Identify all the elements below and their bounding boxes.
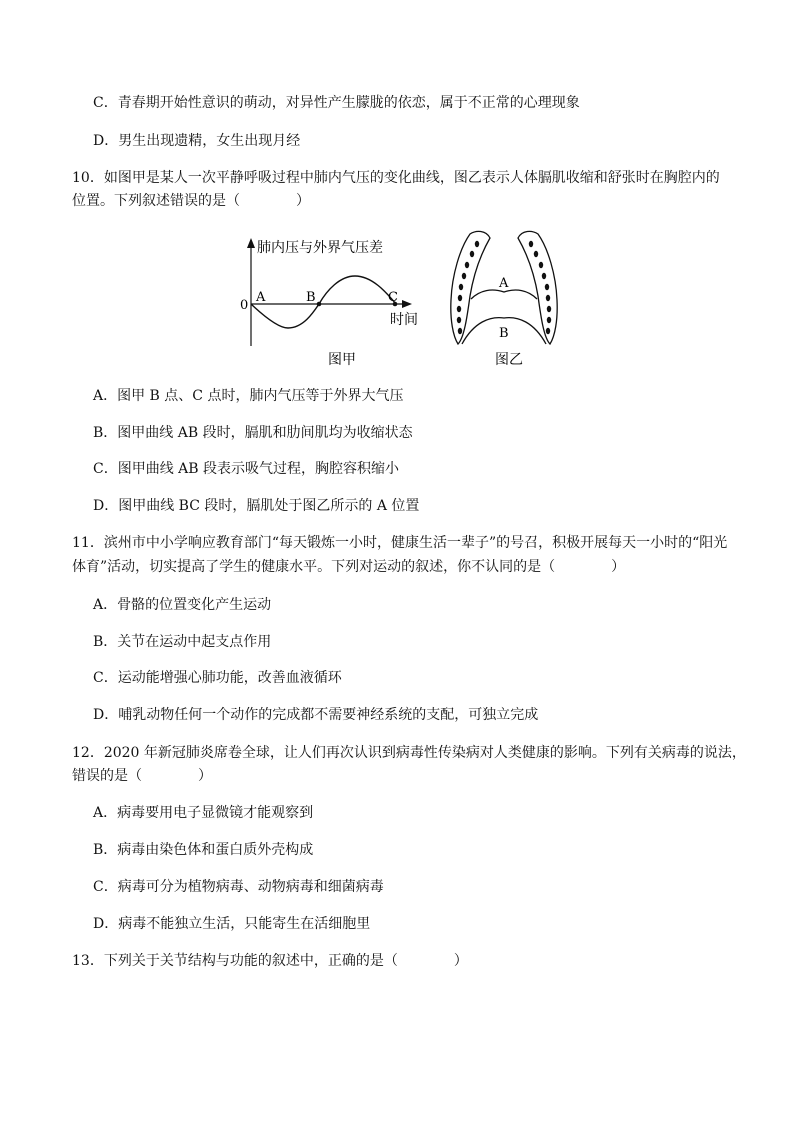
figure-jia-point-a: A	[256, 290, 266, 305]
figure-jia-origin: 0	[240, 298, 249, 313]
q9-option-c: C．青春期开始性意识的萌动，对异性产生朦胧的依恋，属于不正常的心理现象	[93, 95, 580, 111]
q12-option-c: C．病毒可分为植物病毒、动物病毒和细菌病毒	[93, 879, 384, 895]
q10-option-d: D．图甲曲线 BC 段时，膈肌处于图乙所示的 A 位置	[93, 498, 420, 514]
q12-stem-line2: 错误的是（ ）	[72, 768, 212, 784]
q13-stem-line1: 13．下列关于关节结构与功能的叙述中，正确的是（ ）	[72, 953, 468, 969]
q11-option-c: C．运动能增强心肺功能，改善血液循环	[93, 670, 342, 686]
q10-option-b: B．图甲曲线 AB 段时，膈肌和肋间肌均为收缩状态	[93, 425, 413, 441]
figure-yi-label-b: B	[499, 326, 509, 341]
figure-yi-left-ribs	[451, 231, 490, 344]
figure-jia-point-b: B	[306, 290, 316, 305]
figure-yi-right-ribs	[518, 231, 557, 344]
figure-jia-y-arrow	[247, 238, 255, 248]
figure-jia	[240, 238, 418, 368]
q11-option-a: A．骨骼的位置变化产生运动	[93, 597, 272, 613]
q12-option-d: D．病毒不能独立生活，只能寄生在活细胞里	[93, 916, 371, 932]
q12-option-b: B．病毒由染色体和蛋白质外壳构成	[93, 842, 314, 858]
figure-yi-caption: 图乙	[495, 352, 523, 368]
figure-jia-x-arrow	[402, 300, 412, 308]
q12-stem-line1: 12．2020 年新冠肺炎席卷全球，让人们再次认识到病毒性传染病对人类健康的影响。下列有关病毒的说法，	[72, 745, 746, 761]
q9-option-d: D．男生出现遗精，女生出现月经	[93, 133, 301, 149]
q10-stem-line1: 10．如图甲是某人一次平静呼吸过程中肺内气压的变化曲线，图乙表示人体膈肌收缩和舒张时在胸腔内的	[72, 170, 720, 186]
q10-option-a: A．图甲 B 点、C 点时，肺内气压等于外界大气压	[93, 388, 404, 404]
q10-option-c: C．图甲曲线 AB 段表示吸气过程，胸腔容积缩小	[93, 461, 400, 477]
q10-figures	[0, 0, 794, 380]
q11-stem-line1: 11．滨州市中小学响应教育部门“每天锻炼一小时，健康生活一辈子”的号召，积极开展每天一小时的“阳光	[72, 535, 728, 551]
q11-option-b: B．关节在运动中起支点作用	[93, 634, 272, 650]
q10-stem-line2: 位置。下列叙述错误的是（ ）	[72, 193, 310, 209]
figure-jia-point-c: C	[388, 290, 398, 305]
figure-jia-y-label: 肺内压与外界气压差	[257, 240, 383, 256]
q12-option-a: A．病毒要用电子显微镜才能观察到	[93, 805, 314, 821]
figure-jia-caption: 图甲	[328, 352, 356, 368]
figure-yi-label-a: A	[499, 276, 509, 291]
figure-jia-point-b-dot	[317, 302, 322, 307]
figure-jia-x-label: 时间	[390, 312, 418, 328]
q11-stem-line2: 体育”活动，切实提高了学生的健康水平。下列对运动的叙述，你不认同的是（ ）	[72, 559, 626, 575]
figure-yi-diaphragm-a	[471, 290, 537, 299]
q11-option-d: D．哺乳动物任何一个动作的完成都不需要神经系统的支配，可独立完成	[93, 707, 539, 723]
figure-jia-pressure-curve	[251, 276, 396, 328]
figure-yi	[451, 231, 557, 368]
